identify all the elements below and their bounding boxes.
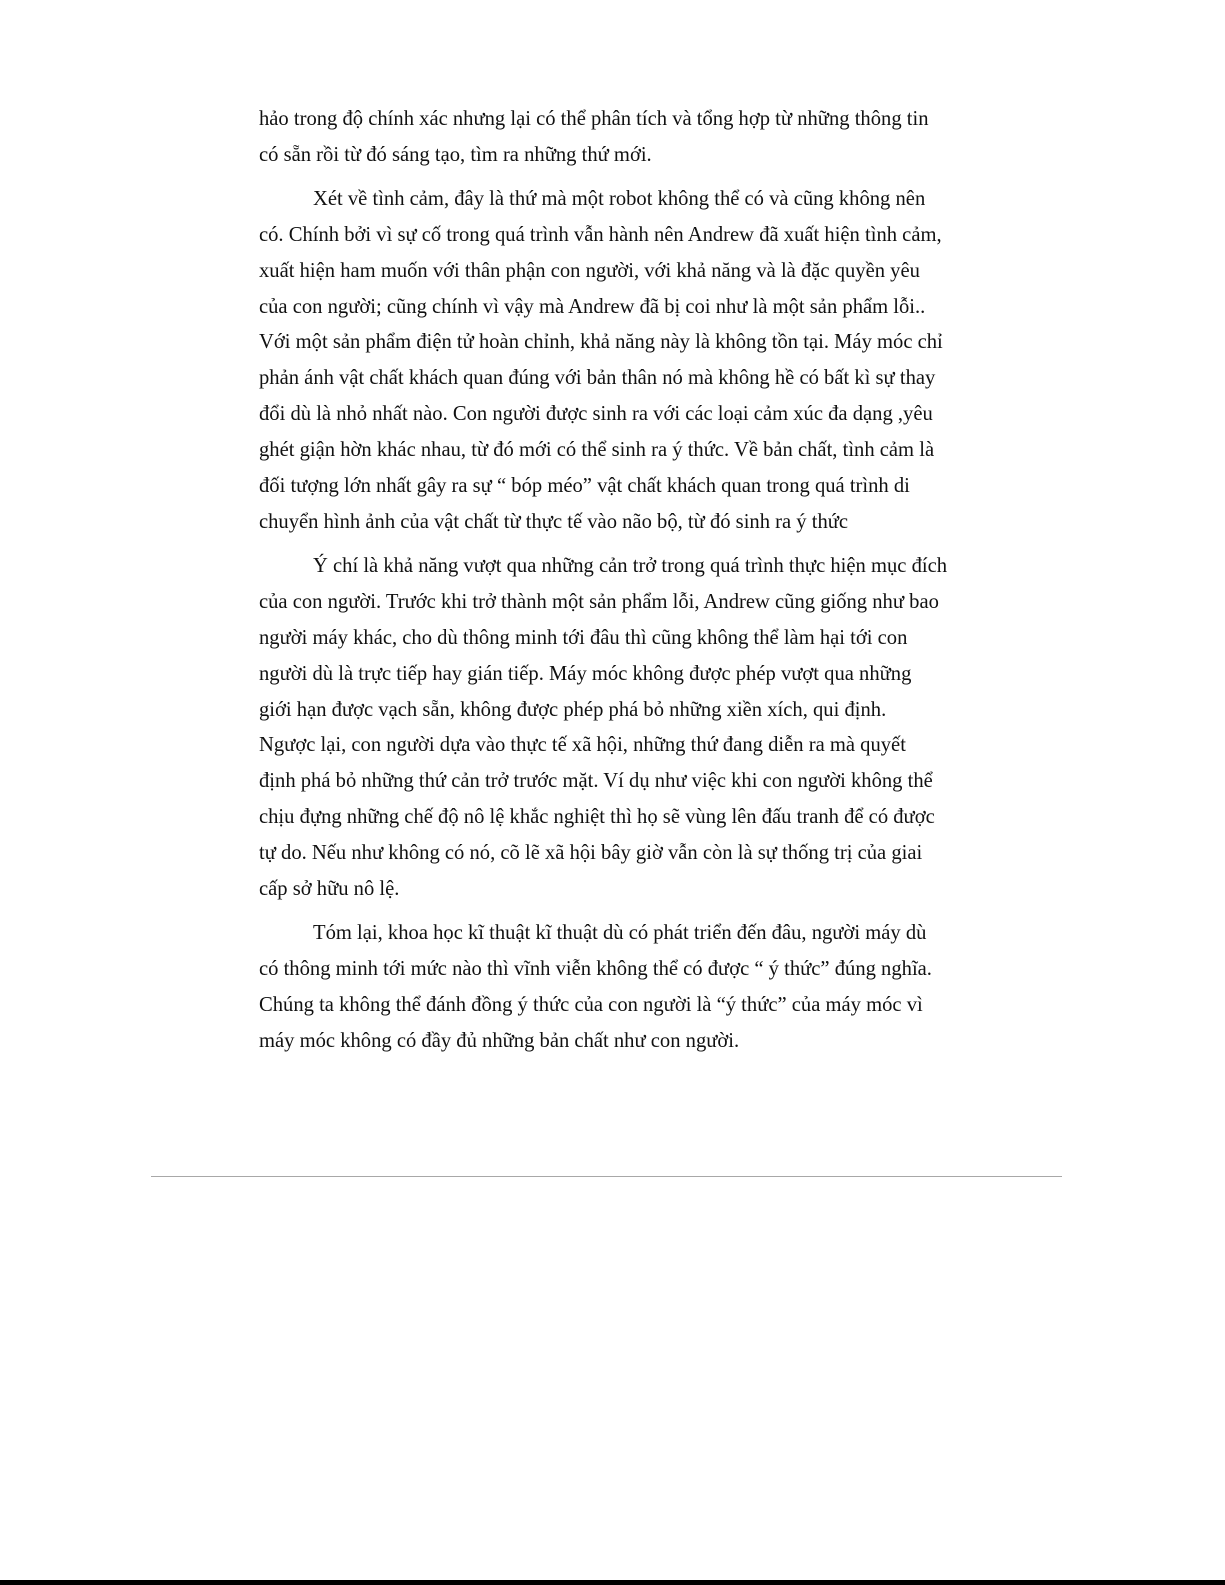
text-line: của con người. Trước khi trở thành một sản phẩm lỗi, Andrew cũng giống như bao (259, 590, 939, 613)
paragraph (259, 102, 959, 174)
text-line: của con người; cũng chính vì vậy mà Andrew đã bị coi như là một sản phẩm lỗi.. (259, 295, 926, 318)
text-line: có thông minh tới mức nào thì vĩnh viễn không thể có được “ ý thức” đúng nghĩa. (259, 957, 932, 980)
bottom-edge (0, 1580, 1225, 1585)
text-line: ghét giận hờn khác nhau, từ đó mới có thể sinh ra ý thức. Về bản chất, tình cảm là (259, 439, 935, 462)
text-line: đổi dù là nhỏ nhất nào. Con người được sinh ra với các loại cảm xúc đa dạng ,yêu (259, 403, 933, 426)
text-line: Chúng ta không thể đánh đồng ý thức của con người là “ý thức” của máy móc vì (259, 993, 923, 1016)
text-line: có. Chính bởi vì sự cố trong quá trình vẫn hành nên Andrew đã xuất hiện tình cảm, (259, 223, 942, 246)
text-line: tự do. Nếu như không có nó, cõ lẽ xã hội bây giờ vẫn còn là sự thống trị của giai (259, 842, 923, 865)
text-line: người máy khác, cho dù thông minh tới đâu thì cũng không thể làm hại tới con (259, 626, 908, 649)
text-line: đối tượng lớn nhất gây ra sự “ bóp méo” vật chất khách quan trong quá trình di (259, 475, 910, 498)
text-line: Ý chí là khả năng vượt qua những cản trở trong quá trình thực hiện mục đích (313, 554, 948, 577)
text-line: Ngược lại, con người dựa vào thực tế xã hội, những thứ đang diễn ra mà quyết (259, 734, 906, 757)
paragraph (259, 549, 959, 908)
text-line: người dù là trực tiếp hay gián tiếp. Máy móc không được phép vượt qua những (259, 662, 912, 685)
text-line: định phá bỏ những thứ cản trở trước mặt. Ví dụ như việc khi con người không thể (259, 770, 933, 793)
paragraph (259, 182, 959, 541)
text-line: có sẵn rồi từ đó sáng tạo, tìm ra những thứ mới. (259, 143, 652, 166)
text-line: máy móc không có đầy đủ những bản chất như con người. (259, 1029, 740, 1052)
text-line: chịu đựng những chế độ nô lệ khắc nghiệt thì họ sẽ vùng lên đấu tranh để có được (259, 806, 935, 829)
text-line: chuyển hình ảnh của vật chất từ thực tế vào não bộ, từ đó sinh ra ý thức (259, 510, 849, 533)
text-line: cấp sở hữu nô lệ. (259, 878, 400, 901)
text-line: Xét về tình cảm, đây là thứ mà một robot không thể có và cũng không nên (313, 187, 926, 210)
text-line: xuất hiện ham muốn với thân phận con người, với khả năng và là đặc quyền yêu (259, 259, 920, 282)
text-line: Tóm lại, khoa học kĩ thuật kĩ thuật dù có phát triển đến đâu, người máy dù (313, 921, 927, 944)
text-line: giới hạn được vạch sẵn, không được phép phá bỏ những xiền xích, qui định. (259, 698, 887, 721)
paragraph (259, 916, 959, 1060)
text-line: hảo trong độ chính xác nhưng lại có thể phân tích và tổng hợp từ những thông tin (259, 108, 929, 130)
body-text (259, 102, 959, 1068)
text-line: phản ánh vật chất khách quan đúng với bản thân nó mà không hề có bất kì sự thay (259, 367, 936, 390)
page-divider (151, 1176, 1062, 1177)
text-line: Với một sản phẩm điện tử hoàn chỉnh, khả năng này là không tồn tại. Máy móc chỉ (259, 331, 943, 354)
